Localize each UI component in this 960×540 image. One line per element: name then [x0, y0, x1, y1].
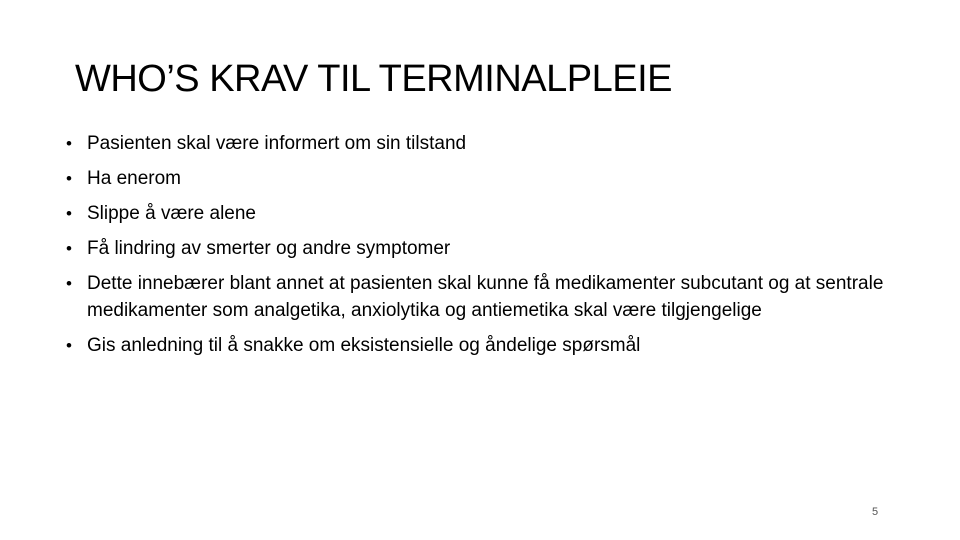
slide-title: WHO’S KRAV TIL TERMINALPLEIE — [75, 58, 672, 100]
bullet-text: Dette innebærer blant annet at pasienten skal kunne få medikamenter subcutant og at sentrale medikamenter som analgetika, anxiolytika og antiemetika skal være tilgjengelige — [87, 273, 884, 321]
bullet-text: Få lindring av smerter og andre symptomer — [87, 238, 451, 259]
bullet-item — [66, 165, 906, 192]
page-number: 5 — [872, 506, 879, 518]
bullet-icon: • — [66, 239, 72, 258]
bullet-item — [66, 332, 906, 359]
bullet-icon: • — [66, 134, 72, 153]
bullet-icon: • — [66, 336, 72, 355]
bullet-text: Slippe å være alene — [87, 203, 256, 224]
bullet-item — [66, 235, 906, 262]
bullet-list — [66, 130, 906, 367]
bullet-text: Pasienten skal være informert om sin tilstand — [87, 133, 467, 154]
bullet-item — [66, 270, 906, 324]
bullet-item — [66, 130, 906, 157]
bullet-text: Gis anledning til å snakke om eksistensielle og åndelige spørsmål — [87, 335, 641, 356]
bullet-icon: • — [66, 274, 72, 293]
bullet-item — [66, 200, 906, 227]
bullet-icon: • — [66, 204, 72, 223]
bullet-text: Ha enerom — [87, 168, 181, 189]
bullet-icon: • — [66, 169, 72, 188]
